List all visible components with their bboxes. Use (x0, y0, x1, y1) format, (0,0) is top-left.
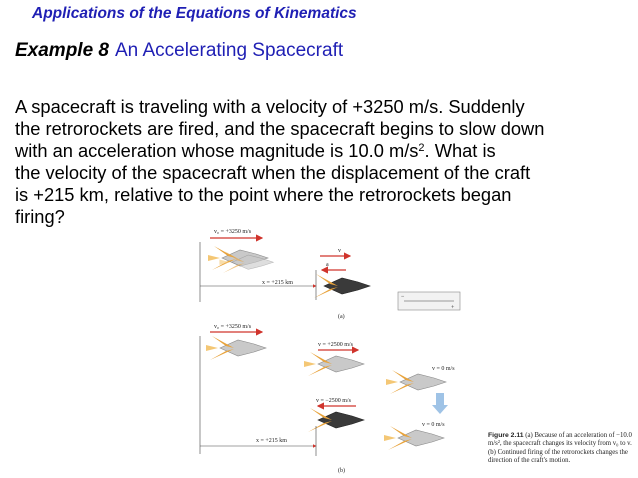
figure-caption (488, 432, 638, 466)
problem-line: A spacecraft is traveling with a velocity of +3250 m/s. Suddenly (15, 96, 525, 117)
axis-minus-label: − (401, 294, 405, 300)
problem-line: is +215 km, relative to the point where the retrorockets began (15, 184, 512, 205)
label-v0-top: v = 0 m/s (432, 366, 455, 372)
label-part-b: (b) (338, 468, 345, 474)
problem-line-tail: . What is (424, 140, 496, 161)
problem-line-text: with an acceleration whose magnitude is 10.0 m/s (15, 140, 419, 161)
spacecraft-b-2 (304, 352, 364, 376)
turnaround-arrow (432, 393, 448, 414)
axis-plus-label: + (451, 305, 455, 311)
label-x-b: x = +215 km (256, 438, 287, 444)
spacecraft-b-3 (386, 370, 446, 394)
example-title: An Accelerating Spacecraft (115, 40, 344, 61)
label-v-neg: v = −2500 m/s (316, 398, 351, 404)
problem-line: the retrorockets are fired, and the spacecraft begins to slow down (15, 118, 545, 139)
figure-number: Figure 2.11 (488, 432, 524, 439)
label-a-a: a (326, 262, 329, 268)
label-v0-bottom: v = 0 m/s (422, 422, 445, 428)
spacecraft-b-1 (206, 336, 266, 360)
label-v0-a: v₀ = +3250 m/s (214, 229, 252, 235)
slide-header: Applications of the Equations of Kinematics (32, 5, 357, 22)
spacecraft-b-4 (308, 408, 364, 432)
superscript: 2 (418, 142, 425, 154)
example-number: Example 8 (15, 40, 109, 61)
spacecraft-a-end (314, 274, 370, 298)
problem-line: the velocity of the spacecraft when the displacement of the craft (15, 162, 531, 183)
label-v-2500: v = +2500 m/s (318, 342, 353, 348)
label-x-a: x = +215 km (262, 280, 293, 286)
label-v0-b: v₀ = +3250 m/s (214, 324, 252, 330)
label-v-a: v (338, 248, 341, 254)
label-part-a: (a) (338, 314, 345, 320)
figure-caption-text: (a) Because of an acceleration of −10.0 m/s², the spacecraft changes its velocity from v₀ to v. (b) Continued firing of the retrorockets changes the direction of the craft's motion. (488, 432, 632, 465)
problem-line: firing? (15, 206, 65, 227)
spacecraft-b-5 (384, 426, 444, 450)
